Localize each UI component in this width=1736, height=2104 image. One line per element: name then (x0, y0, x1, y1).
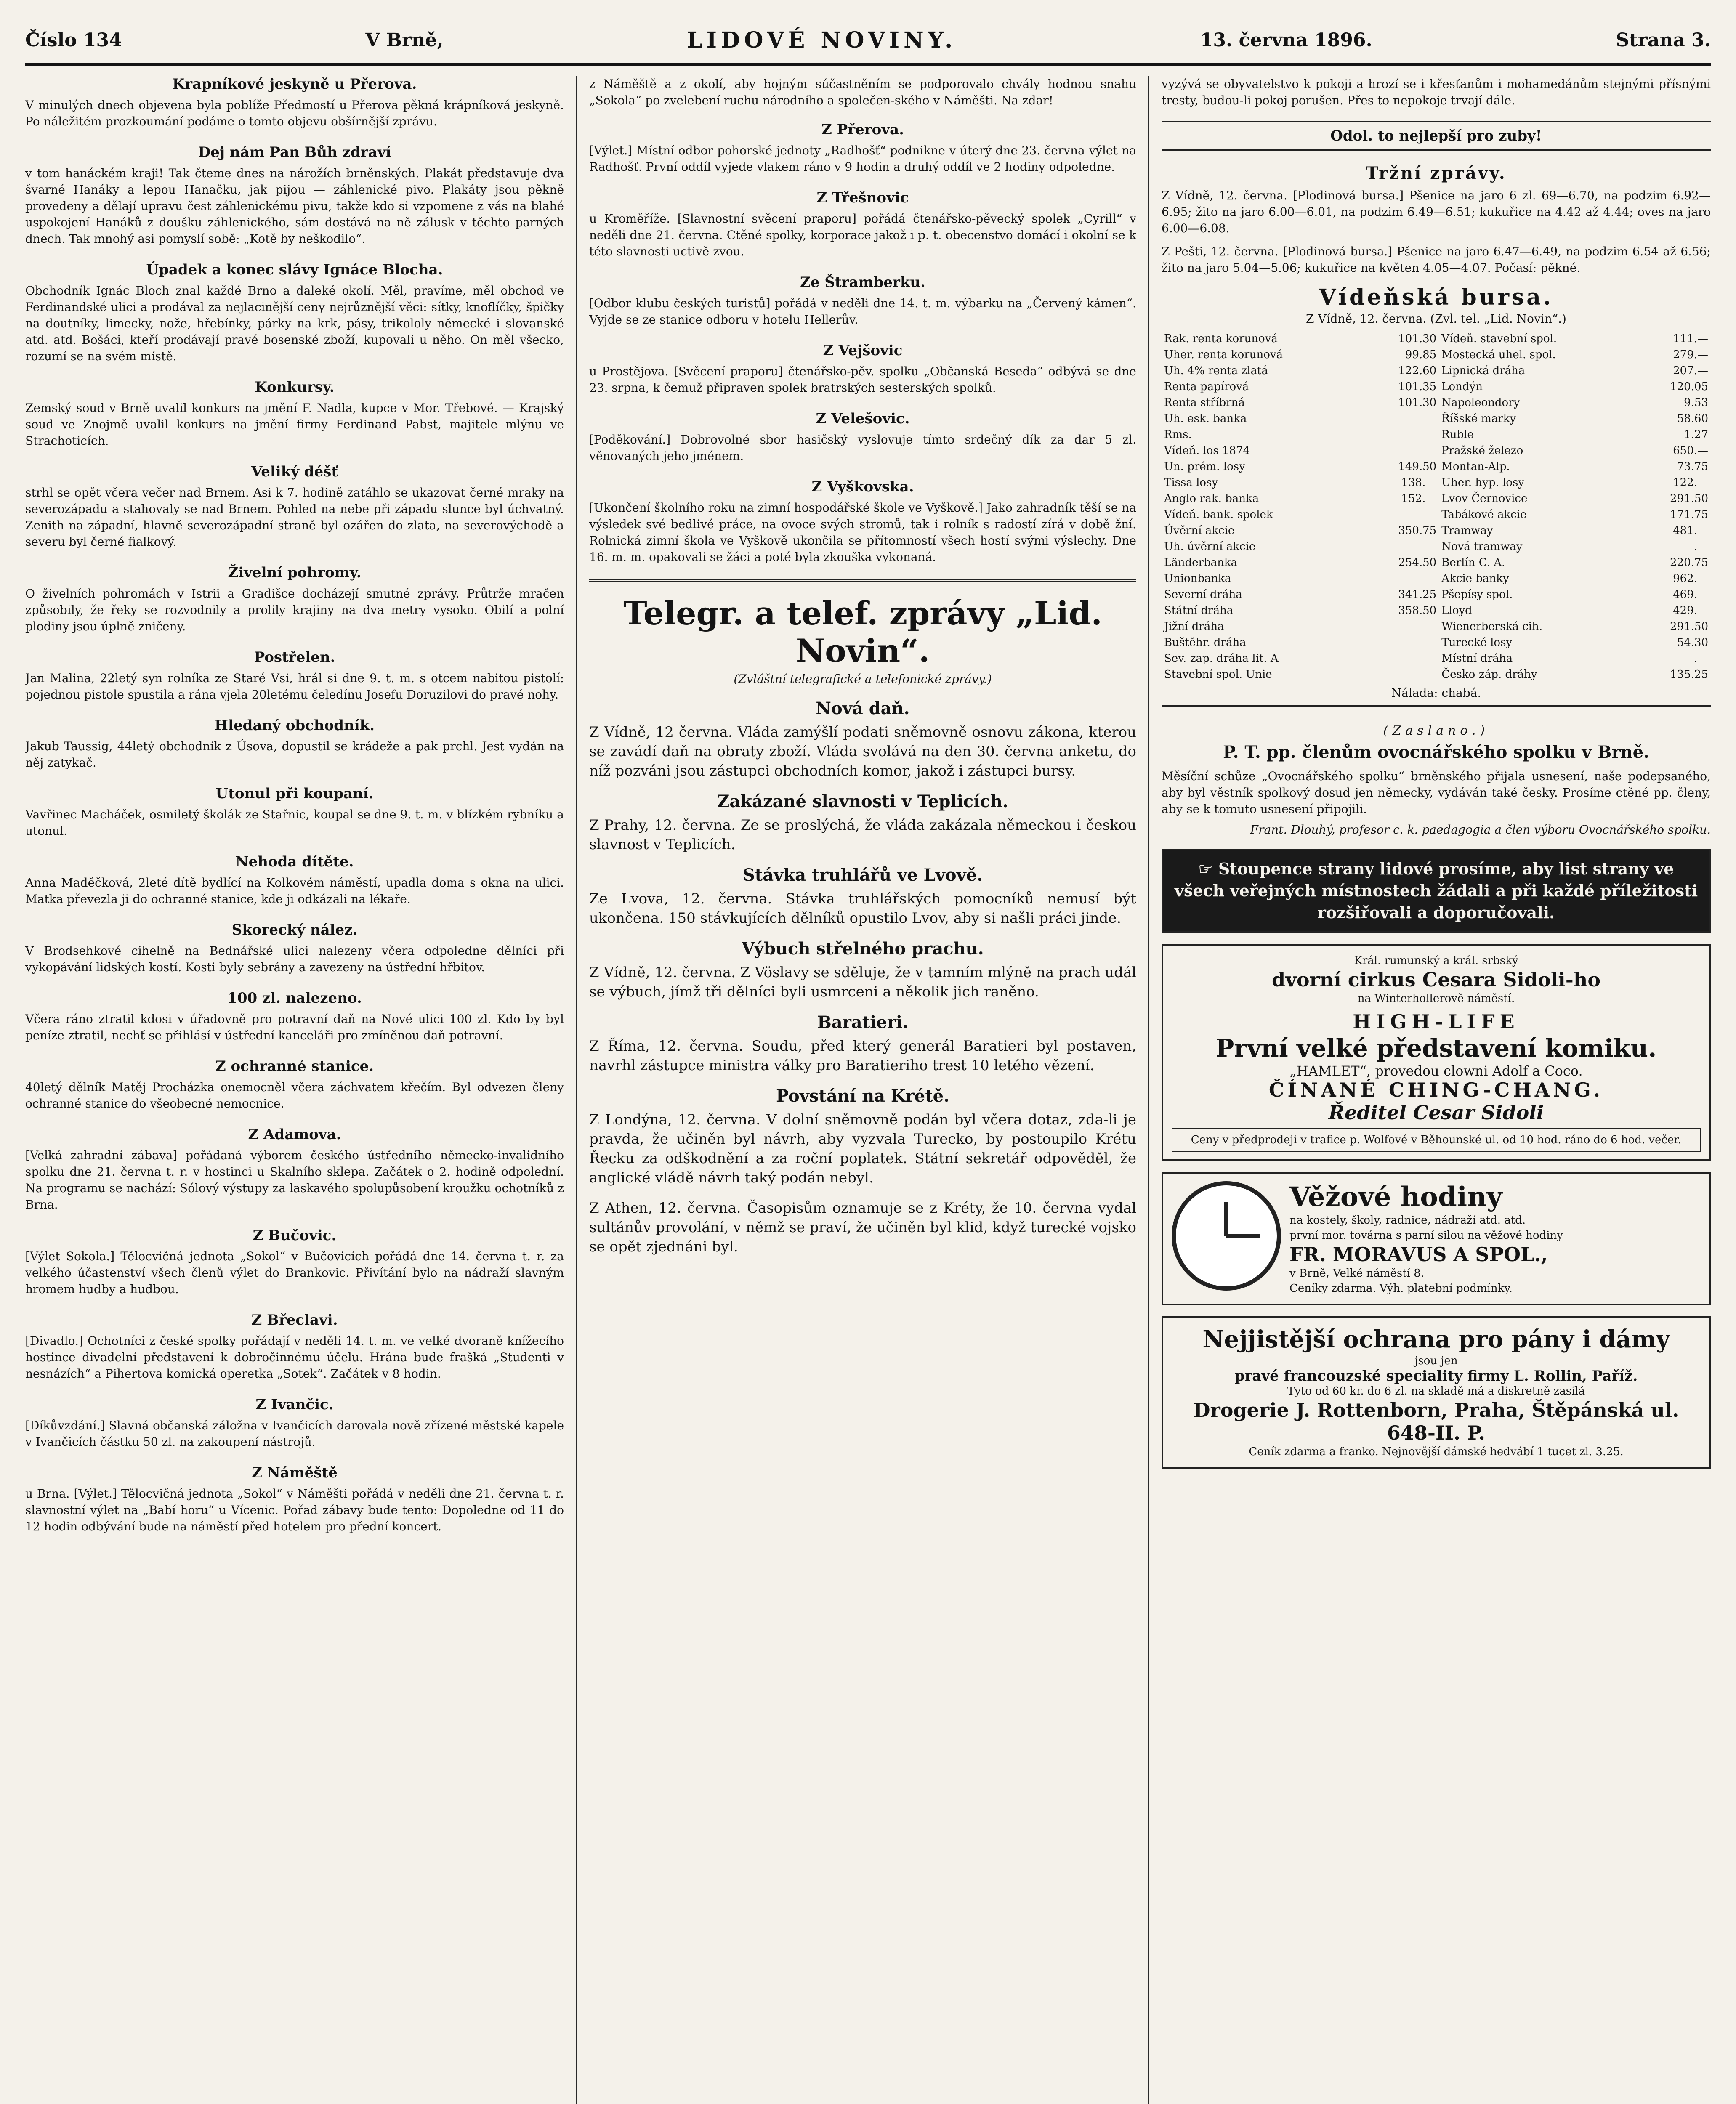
circus-big-title: První velké představení komiku. (1215, 1034, 1657, 1063)
article (589, 342, 1136, 396)
article (25, 990, 564, 1044)
stock-row (1162, 667, 1711, 683)
article-title: Z Velešovic. (816, 410, 910, 427)
clock-address: v Brně, Velké náměstí 8. (1289, 1267, 1425, 1280)
clock-icon (1172, 1181, 1281, 1291)
article-text: [Divadlo.] Ochotníci z české spolky pořádají v neděli 14. t. m. ve velké dvoraně knížecího hostince divadelní představení k dobročinnému účelu. Hrána bude frašká „Studenti v nesnázích“ a Pihertova komická operetka „Sotek“. Začátek v 8 hodin. (25, 1334, 564, 1381)
article-text: Anna Maděčková, 2leté dítě bydlící na Kolkovém náměstí, upadla doma s okna na ulici. Matka převezla ji do ochranné stanice, kde ji odkázali na lékaře. (25, 876, 564, 906)
stock-cell: Pražské železo (1441, 444, 1523, 457)
article-text: Zemský soud v Brně uvalil konkurs na jmění F. Nadla, kupce v Mor. Třebové. — Krajský soud ve Znojmě uvalil konkurs na jmění firmy Ferdinand Pabst, majitele mlýnu ve Strachoticích. (25, 401, 564, 448)
telegraph-header: Telegr. a telef. zprávy „Lid. Novin“. (623, 595, 1102, 669)
circus-show: „HAMLET“, provedou clowni Adolf a Coco. (1289, 1063, 1583, 1079)
column-rule (1148, 76, 1149, 2104)
stock-cell (1367, 619, 1439, 635)
article-text: [Výlet.] Místní odbor pohorské jednoty „Radhošť“ podnikne v úterý dne 23. června výlet na Radhošť. První oddíl vyjede vlakem ráno v 9 hodin a druhý oddíl ve 2 hodiny odpoledne. (589, 143, 1136, 174)
telegram-text: Z Prahy, 12. června. Ze se proslýchá, že vláda zakázala německou i českou slavnost v Teplicích. (589, 817, 1136, 853)
stock-cell: Vídeň. los 1874 (1164, 444, 1250, 457)
stock-cell: 99.85 (1405, 348, 1437, 361)
stock-cell: —.— (1683, 540, 1708, 553)
stock-row (1162, 347, 1711, 363)
stock-row (1162, 555, 1711, 571)
telegram (589, 939, 1136, 1002)
local-news (25, 1312, 564, 1382)
stock-cell: Uh. úvěrní akcie (1164, 540, 1256, 553)
article-text: O živelních pohromách v Istrii a Gradišce docházejí smutné zprávy. Průtrže mračen způsobily, že řeky se rozvodnily a prolily krajiny na dva metry vysoko. Obilí a polní plodiny jsou úplně zničeny. (25, 587, 564, 633)
stock-cell (1367, 635, 1439, 651)
stock-cell (1367, 507, 1439, 523)
stock-row (1162, 379, 1711, 395)
stock-cell: Unionbanka (1164, 572, 1231, 585)
article-text: [Ukončení školního roku na zimní hospodářské škole ve Vyškově.] Jako zahradník těší se na výsledek své bedlivé práce, na ovoce svých stromů, tak i rolník s radostí zírá v době žní. Rolnická zimní škola ve Vyškově ukončila se přítomností všech hostí svými výslechy. Dne 16. m. m. opakovali se žáci a poté byla zkouška vykonaná. (589, 501, 1136, 564)
telegram-text: Ze Lvova, 12. června. Stávka truhlářských pomocníků nemusí být ukončena. 150 stávkujících dělníků opustilo Lvov, aby si našli práci jinde. (589, 890, 1136, 927)
article (25, 649, 564, 703)
article-title: Z Vejšovic (823, 342, 903, 359)
continuation-text: z Náměště a z okolí, aby hojným súčastněním se podporovalo chvály hodnou snahu „Sokola“ po zvelebení ruchu národního a společen-ského v Náměšti. Na zdar! (589, 77, 1136, 107)
article-text: u Prostějova. [Svěcení praporu] čtenářsko-pěv. spolku „Občanská Beseda“ odbývá se dne 23. srpna, k čemuž připraven spolek bratrských sesterských spolků. (589, 364, 1136, 395)
article-text: u Brna. [Výlet.] Tělocvičná jednota „Sokol“ v Náměšti pořádá v neděli dne 21. června t. r. slavnostní výlet na „Babí horu“ u Vícenic. Pořad zábavy bude tento: Dopoledne od 11 do 12 hodin odbývání bude na náměstí před hotelem pro přední koncert. (25, 1487, 564, 1533)
stock-cell: 101.30 (1398, 332, 1437, 345)
stock-cell: 341.25 (1398, 588, 1437, 601)
stock-row (1162, 395, 1711, 411)
party-notice-ad (1162, 849, 1711, 933)
telegram-text: Z Londýna, 12. června. V dolní sněmovně podán byl včera dotaz, zda-li je pravda, že učiněn byl návrh, aby vyzvala Turecko, by postoupilo Krétu Řecku za odškodnění a za roční poplatek. Státní sekretář odpověděl, že anglické vládě návrh taký podán nebyl. (589, 1111, 1136, 1186)
stock-cell: Státní dráha (1164, 604, 1234, 617)
rollin-footer: Ceník zdarma a franko. Nejnovější dámské hedvábí 1 tucet zl. 3.25. (1249, 1445, 1624, 1458)
issue-number: Číslo 134 (25, 29, 122, 51)
stock-cell: 9.53 (1684, 396, 1708, 409)
zaslano-text: Měsíční schůze „Ovocnářského spolku“ brněnského přijala usnesení, naše podepsaného, aby byl věstník spolkový dosud jen německy, vydáván také česky. Prosíme ctěné pp. členy, aby se k tomuto usnesení připojili. (1162, 769, 1711, 816)
stock-cell: Vídeň. bank. spolek (1164, 508, 1273, 521)
telegram (589, 699, 1136, 781)
stock-cell: Renta papírová (1164, 380, 1249, 393)
stock-cell: Tabákové akcie (1441, 508, 1527, 521)
article-title: Z ochranné stanice. (215, 1058, 374, 1075)
telegram (589, 1012, 1136, 1075)
stock-row (1162, 523, 1711, 539)
stock-cell: Turecké losy (1441, 636, 1513, 649)
column-rule (576, 76, 577, 2104)
article-title: Veliký déšť (251, 463, 338, 480)
vienna-bursa (1162, 284, 1711, 700)
article-text: Včera ráno ztratil kdosi v úřadovně pro potravní daň na Nové ulici 100 zl. Kdo by byl peníze ztratil, nechť se přihlásí v ústřední kanceláři pro zmíněnou daň potravní. (25, 1012, 564, 1042)
stock-cell: Mostecká uhel. spol. (1441, 348, 1556, 361)
telegraph-section (589, 579, 1136, 1257)
rollin-ad (1162, 1316, 1711, 1469)
local-news (25, 1464, 564, 1535)
article (25, 853, 564, 907)
stock-cell: 73.75 (1677, 460, 1708, 473)
stock-cell: 54.30 (1677, 636, 1708, 649)
stock-row (1162, 475, 1711, 491)
stock-cell: 111.— (1673, 332, 1708, 345)
telegram (589, 1198, 1136, 1257)
rollin-shop: Drogerie J. Rottenborn, Praha, Štěpánská ul. 648-II. P. (1193, 1399, 1679, 1444)
stock-cell: Jižní dráha (1164, 620, 1224, 633)
article-title: Konkursy. (255, 379, 335, 396)
article-text: [Díkůvzdání.] Slavná občanská záložna v Ivančicích darovala nově zřízené městské kapele v Ivančicích částku 50 zl. na zakoupení nástrojů. (25, 1419, 564, 1449)
stock-cell: 122.60 (1398, 364, 1437, 377)
stock-cell: 149.50 (1398, 460, 1437, 473)
circus-place: na Winterhollerově náměstí. (1357, 992, 1515, 1005)
clock-footer: Ceníky zdarma. Výh. platební podmínky. (1289, 1282, 1513, 1295)
article (25, 717, 564, 771)
article (25, 1058, 564, 1112)
rollin-title: Nejjistější ochrana pro pány i dámy (1202, 1326, 1670, 1353)
column-3 (1162, 76, 1711, 2104)
stock-cell: Nová tramway (1441, 540, 1523, 553)
market-vienna: Z Vídně, 12. června. [Plodinová bursa.] Pšenice na jaro 6 zl. 69—6.70, na podzim 6.92—6.95; žito na jaro 6.00—6.01, na podzim 6.49—6.51; kukuřice na 4.42 až 4.44; oves na jaro 6.00—6.08. (1162, 189, 1711, 235)
circus-prices: Ceny v předprodeji v trafice p. Wolfové v Běhounské ul. od 10 hod. ráno do 6 hod. večer. (1172, 1128, 1701, 1152)
stock-cell: 138.— (1401, 476, 1437, 489)
stock-cell: 220.75 (1670, 556, 1708, 569)
article-title: Dej nám Pan Bůh zdraví (198, 144, 391, 161)
zaslano-section (1162, 705, 1711, 838)
telegram-heading: Nová daň. (816, 699, 910, 718)
local-news (25, 1227, 564, 1297)
article-title: Hledaný obchodník. (214, 717, 375, 734)
stock-row (1162, 459, 1711, 475)
article-text: v tom hanáckém kraji! Tak čteme dnes na nárožích brněnských. Plakát představuje dva švarné Hanáky a lepou Hanačku, jak pijou — záhlenické pivo. Plakáty jsou pěkně provedeny a dělají upravu čest záhlenickému pivu, takže kdo si vzpomene z vás na blahé uspokojení Hanáků z doušku záhlenického, sám dostává na ně zálusk v těchto parných dnech. Tak mnohý asi pomyslí sobě: „Kotě by neškodilo“. (25, 166, 564, 246)
market-reports (1162, 163, 1711, 276)
bursa-heading: Vídeňská bursa. (1319, 284, 1554, 310)
article (25, 785, 564, 839)
stock-cell: 171.75 (1670, 508, 1708, 521)
stock-cell: Anglo-rak. banka (1164, 492, 1259, 505)
circus-title: dvorní cirkus Cesara Sidoli-ho (1271, 968, 1601, 991)
article-text: V Brodsehkové cihelně na Bednářské ulici nalezeny včera odpoledne dělníci při vykopávání lidských kostí. Kosti byly sebrány a zavezeny na ústřední hřbitov. (25, 944, 564, 974)
market-pest: Z Pešti, 12. června. [Plodinová bursa.] Pšenice na jaro 6.47—6.49, na podzim 6.54 až 6.56; žito na jaro 5.04—5.06; kukuřice na květen 4.05—4.07. Počasí: pěkné. (1162, 244, 1711, 275)
stock-cell: Uher. renta korunová (1164, 348, 1283, 361)
article-text: [Odbor klubu českých turistů] pořádá v neděli dne 14. t. m. výbarku na „Červený kámen“. Vyjde se ze stanice odboru v hotelu Hellerův. (589, 296, 1136, 327)
stock-cell: 122.— (1673, 476, 1708, 489)
article-text: Jakub Taussig, 44letý obchodník z Úsova, dopustil se krádeže a pak prchl. Jest vydán na něj zatykač. (25, 739, 564, 770)
stock-cell: 1.27 (1684, 428, 1708, 441)
stock-cell: 350.75 (1398, 524, 1437, 537)
article-title: Z Břeclavi. (251, 1312, 338, 1328)
masthead (25, 17, 1711, 66)
stock-cell: Akcie banky (1441, 572, 1509, 585)
stock-cell: Lipnická dráha (1441, 364, 1525, 377)
stock-cell (1367, 571, 1439, 587)
article-text: V minulých dnech objevena byla poblíže Předmostí u Přerova pěkná krápníková jeskyně. Po náležitém prozkoumání podáme o tomto objevu obšírnější zprávu. (25, 98, 564, 128)
article (25, 261, 564, 364)
article-title: Živelní pohromy. (228, 564, 362, 581)
clock-subtitle: na kostely, školy, radnice, nádraží atd. atd. (1289, 1214, 1526, 1227)
stock-cell: 120.05 (1670, 380, 1708, 393)
zaslano-title: P. T. pp. členům ovocnářského spolku v Brně. (1223, 742, 1649, 762)
article-title: Úpadek a konec slávy Ignáce Blocha. (146, 261, 443, 278)
page-number: Strana 3. (1616, 29, 1711, 51)
stock-cell: Buštěhr. dráha (1164, 636, 1246, 649)
stock-cell (1367, 427, 1439, 443)
clock-title: Věžové hodiny (1289, 1181, 1502, 1213)
telegram (589, 865, 1136, 928)
article (589, 189, 1136, 260)
article (25, 463, 564, 550)
stock-row (1162, 603, 1711, 619)
article-text: Jan Malina, 22letý syn rolníka ze Staré Vsi, hrál si dne 9. t. m. s otcem nabitou pistolí: pojednou pistole spustila a rána vjela 20letému čeledínu Josefu Doruzilovi do pravé nohy. (25, 671, 564, 701)
article-title: 100 zl. nalezeno. (227, 990, 362, 1007)
telegram (589, 1086, 1136, 1187)
zaslano-label: (Zaslano.) (1383, 723, 1489, 738)
stock-row (1162, 587, 1711, 603)
party-notice-text: Stoupence strany lidové prosíme, aby list strany ve všech veřejných místnostech žádali a při každé příležitosti rozšiřovali a doporučovali. (1174, 859, 1698, 922)
rollin-price: Tyto od 60 kr. do 6 zl. na skladě má a diskretně zasílá (1287, 1385, 1585, 1397)
stock-cell: Stavební spol. Unie (1164, 668, 1272, 681)
stock-row (1162, 651, 1711, 667)
stock-cell: Lloyd (1441, 604, 1472, 617)
stock-cell: Uh. 4% renta zlatá (1164, 364, 1268, 377)
article-title: Z Ivančic. (255, 1396, 334, 1413)
circus-director: Ředitel Cesar Sidoli (1328, 1101, 1544, 1124)
stock-cell: 58.60 (1677, 412, 1708, 425)
stock-cell: 152.— (1401, 492, 1437, 505)
stock-cell: 101.35 (1398, 380, 1437, 393)
telegram-text: Z Říma, 12. června. Soudu, před který generál Baratieri byl postaven, navrhl zástupce ministra války pro Baratieriho trest 10 letého vězení. (589, 1038, 1136, 1074)
stock-row (1162, 507, 1711, 523)
article-title: Krapníkové jeskyně u Přerova. (172, 76, 417, 93)
bursa-date: Z Vídně, 12. června. (Zvl. tel. „Lid. Novin“.) (1306, 312, 1566, 326)
telegram-heading: Výbuch střelného prachu. (742, 939, 984, 959)
newspaper-title: LIDOVÉ NOVINY. (687, 27, 957, 53)
stock-cell (1367, 667, 1439, 683)
clock-company: FR. MORAVUS A SPOL., (1289, 1243, 1548, 1266)
stock-cell: Uher. hyp. losy (1441, 476, 1524, 489)
article (25, 144, 564, 247)
local-news (25, 1126, 564, 1213)
telegram-text: Z Vídně, 12 června. Vláda zamýšlí podati sněmovně osnovu zákona, kterou se zavádí daň na obraty zboží. Vláda svolává na den 30. června anketu, do níž pozváni jsou zástupci obchodních komor, jakož i zástupci bursy. (589, 724, 1136, 779)
stock-row (1162, 427, 1711, 443)
rollin-product: pravé francouzské speciality firmy L. Rollin, Paříž. (1234, 1368, 1638, 1384)
stock-cell: Uh. esk. banka (1164, 412, 1247, 425)
article (25, 379, 564, 449)
article (25, 922, 564, 975)
stock-table (1162, 331, 1711, 683)
stock-cell: Rak. renta korunová (1164, 332, 1278, 345)
column-1 (25, 76, 564, 2104)
stock-cell: Říšské marky (1441, 412, 1516, 425)
article-title: Skorecký nález. (231, 922, 358, 938)
stock-cell: Londýn (1441, 380, 1483, 393)
article-text: Vavřinec Macháček, osmiletý školák ze Stařnic, koupal se dne 9. t. m. v blízkém rybníku a utonul. (25, 808, 564, 838)
column-2 (589, 76, 1136, 2104)
stock-cell: 135.25 (1670, 668, 1708, 681)
stock-cell: 429.— (1673, 604, 1708, 617)
stock-cell: Severní dráha (1164, 588, 1242, 601)
stock-cell: 101.30 (1398, 396, 1437, 409)
stock-cell: 207.— (1673, 364, 1708, 377)
stock-cell: Tissa losy (1164, 476, 1218, 489)
odol-notice: Odol. to nejlepší pro zuby! (1162, 121, 1711, 151)
telegraph-subheader: (Zvláštní telegrafické a telefonické zprávy.) (734, 672, 992, 686)
stock-row (1162, 331, 1711, 347)
stock-row (1162, 411, 1711, 427)
stock-row (1162, 619, 1711, 635)
stock-cell: 254.50 (1398, 556, 1437, 569)
circus-night: HIGH-LIFE (1353, 1010, 1520, 1033)
article-text: Obchodník Ignác Bloch znal každé Brno a daleké okolí. Měl, pravíme, měl obchod ve Ferdinandské ulici a prodával za nejlacinější ceny nejrůznější věci: sítky, knoflíčky, špičky na doutníky, limecky, nože, hřebínky, párky na krk, pásy, trikololy německé i slovanské atd. atd. Bošáci, kteří prodávají pravé bosenské zboží, kupovali u něho. On měl všecko, rozumí se na svém místě. (25, 284, 564, 363)
clock-maker: první mor. továrna s parní silou na věžové hodiny (1289, 1229, 1563, 1242)
article-text: [Velká zahradní zábava] pořádaná výborem českého ústředního německo-invalidního spolku dne 21. června t. r. v hostinci u Skalního sklepa. Začátek o 2. hodině odpolední. Na programu se nachází: Sólový výstupy za laskavého spolupůsobení kroužku ochotníků z Brna. (25, 1148, 564, 1211)
stock-row (1162, 443, 1711, 459)
stock-row (1162, 635, 1711, 651)
telegram-heading: Zakázané slavnosti v Teplicích. (717, 792, 1008, 811)
article-title: Z Třešnovic (816, 189, 909, 206)
stock-cell (1367, 411, 1439, 427)
article (25, 76, 564, 130)
article (589, 274, 1136, 328)
article-title: Ze Štramberku. (800, 274, 925, 291)
article-title: Z Bučovic. (253, 1227, 337, 1244)
circus-top: Král. rumunský a král. srbský (1354, 954, 1518, 967)
market-heading: Tržní zprávy. (1366, 163, 1507, 183)
article (25, 564, 564, 635)
stock-cell: —.— (1683, 652, 1708, 665)
stock-cell: Rms. (1164, 428, 1192, 441)
issue-date: 13. června 1896. (1200, 29, 1372, 51)
hand-pointer-icon: ☞ (1198, 859, 1218, 878)
stock-cell: 358.50 (1398, 604, 1437, 617)
stock-cell: 469.— (1673, 588, 1708, 601)
stock-cell (1367, 443, 1439, 459)
article-title: Z Vyškovska. (811, 478, 914, 495)
stock-cell: Místní dráha (1441, 652, 1513, 665)
stock-cell: Montan-Alp. (1441, 460, 1510, 473)
article-text: strhl se opět včera večer nad Brnem. Asi k 7. hodině zatáhlo se ukazovat černé mraky na severozápadu a stahovaly se nad Brnem. Pohled na nebe při západu slunce byl úchvatný. Zenith na západní, hlavně severozápadní straně byl ozářen do zlata, na severovýchodě a severu byl černé fialkový. (25, 486, 564, 549)
article-title: Z Náměště (252, 1464, 338, 1481)
article-title: Z Adamova. (248, 1126, 341, 1143)
rollin-sub: jsou jen (1414, 1355, 1458, 1367)
stock-cell: 650.— (1673, 444, 1708, 457)
stock-cell: 291.50 (1670, 620, 1708, 633)
circus-china: ČÍNANÉ CHING-CHANG. (1268, 1079, 1604, 1101)
stock-row (1162, 571, 1711, 587)
continuation-text: vyzývá se obyvatelstvo k pokoji a hrozí se i křesťanům i mohamedánům stejnými přísnými tresty, budou-li pokoj porušen. Přes to nepokoje trvají dále. (1162, 77, 1711, 107)
stock-cell: Pšepísy spol. (1441, 588, 1513, 601)
article-text: 40letý dělník Matěj Procházka onemocněl včera záchvatem křečím. Byl odvezen členy ochranné stanice do všeobecné nemocnice. (25, 1080, 564, 1110)
stock-row (1162, 539, 1711, 555)
stock-cell: Vídeň. stavební spol. (1441, 332, 1557, 345)
stock-cell: Lvov-Černovice (1441, 492, 1528, 505)
article-text: u Kroměříže. [Slavnostní svěcení praporu] pořádá čtenářsko-pěvecký spolek „Cyrill“ v neděli dne 21. června. Ctěné spolky, korporace jakož i p. t. obecenstvo domácí i okolní se k této slavnosti uctivě zvou. (589, 212, 1136, 258)
article-title: Postřelen. (254, 649, 335, 666)
article (589, 410, 1136, 464)
telegram-heading: Baratieri. (817, 1012, 909, 1032)
stock-cell: Napoleondory (1441, 396, 1520, 409)
stock-cell: Berlín C. A. (1441, 556, 1505, 569)
stock-cell: Renta stříbrná (1164, 396, 1245, 409)
stock-cell: 481.— (1673, 524, 1708, 537)
stock-cell: 279.— (1673, 348, 1708, 361)
article-text: [Výlet Sokola.] Tělocvičná jednota „Sokol“ v Bučovicích pořádá dne 14. června t. r. za velkého účastenství všech členů výlet do Brankovic. Přivítání bylo na nádraží slavným hromem hudby a hudbou. (25, 1249, 564, 1296)
stock-cell: Úvěrní akcie (1164, 524, 1235, 537)
article-text: [Poděkování.] Dobrovolné sbor hasičský vyslovuje tímto srdečný dík za dar 5 zl. věnovaných jeho jménem. (589, 433, 1136, 463)
zaslano-signature: Frant. Dlouhý, profesor c. k. paedagogia a člen výboru Ovocnářského spolku. (1250, 823, 1711, 837)
telegram (589, 792, 1136, 854)
bursa-closing: Nálada: chabá. (1391, 686, 1481, 700)
stock-cell: Ruble (1441, 428, 1474, 441)
stock-cell: 291.50 (1670, 492, 1708, 505)
article (589, 478, 1136, 565)
stock-cell: Un. prém. losy (1164, 460, 1245, 473)
telegram-heading: Stávka truhlářů ve Lvově. (742, 865, 983, 885)
newspaper-page (25, 17, 1711, 2104)
article (589, 121, 1136, 175)
article-title: Z Přerova. (821, 121, 904, 138)
local-news (25, 1396, 564, 1450)
stock-cell: Wienerberská cih. (1441, 620, 1542, 633)
stock-cell: 962.— (1673, 572, 1708, 585)
stock-cell (1367, 651, 1439, 667)
article-title: Utonul při koupaní. (215, 785, 374, 802)
stock-row (1162, 363, 1711, 379)
stock-row (1162, 491, 1711, 507)
stock-cell (1367, 539, 1439, 555)
telegram-text: Z Vídně, 12. června. Z Vöslavy se sděluje, že v tamním mlýně na prach udál se výbuch, jímž tři dělníci byli usmrceni a několik jich raněno. (589, 964, 1136, 1000)
stock-cell: Česko-záp. dráhy (1441, 668, 1537, 681)
telegram-text: Z Athen, 12. června. Časopisům oznamuje se z Kréty, že 10. června vydal sultánův provolání, v němž se praví, že učiněn byl klid, když turecké vojsko se opět zjednáni byl. (589, 1200, 1136, 1255)
stock-cell: Tramway (1441, 524, 1493, 537)
circus-ad (1162, 944, 1711, 1161)
stock-cell: Sev.-zap. dráha lit. A (1164, 652, 1279, 665)
stock-cell: Länderbanka (1164, 556, 1238, 569)
telegram-heading: Povstání na Krétě. (776, 1086, 950, 1106)
clock-ad (1162, 1172, 1711, 1305)
article-title: Nehoda dítěte. (235, 853, 354, 870)
city: V Brně, (365, 29, 444, 51)
